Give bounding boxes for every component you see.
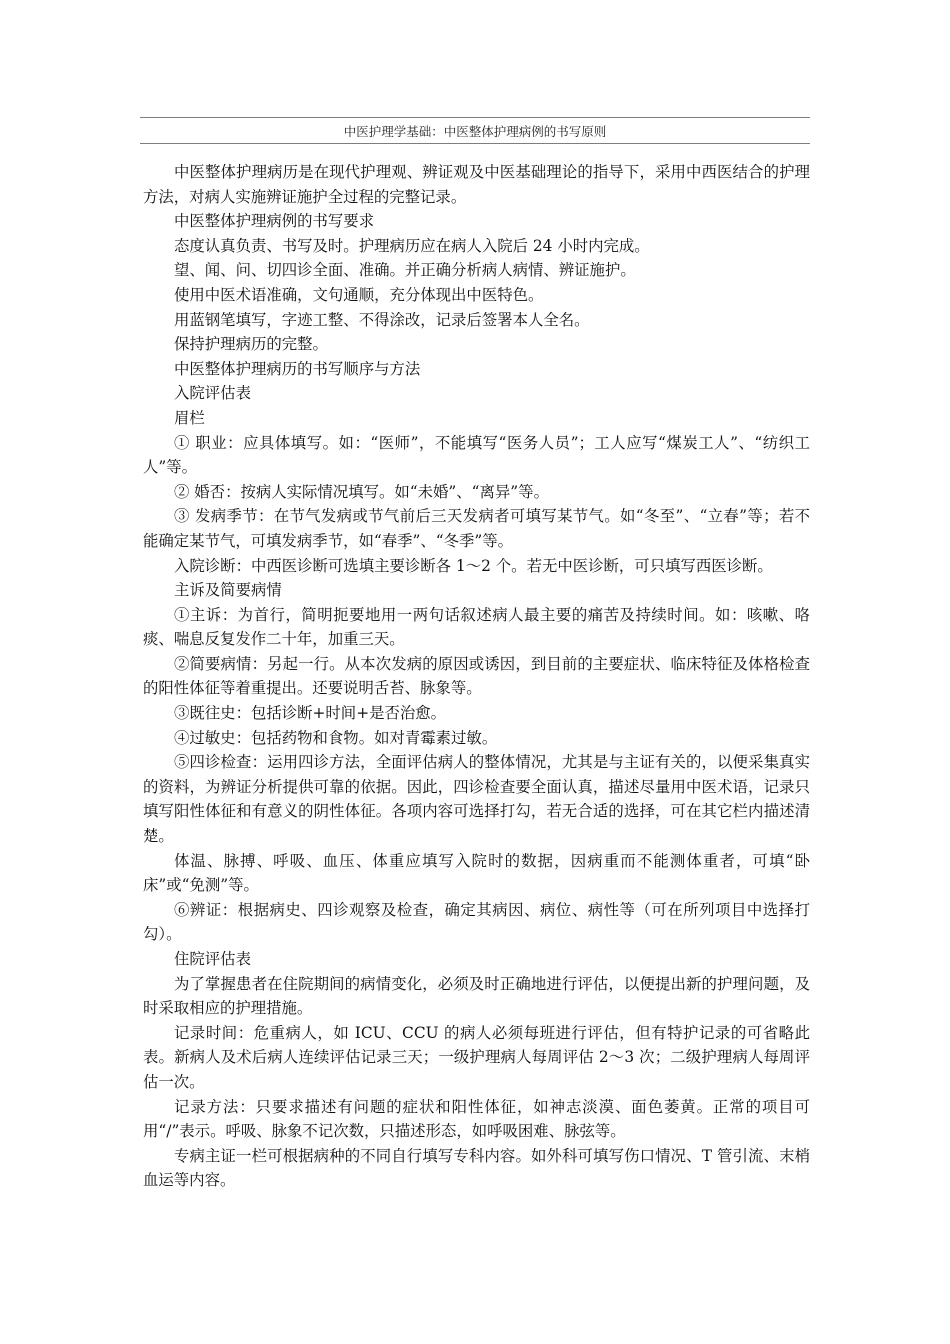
- paragraph: 态度认真负责、书写及时。护理病历应在病人入院后 24 小时内完成。: [174, 236, 650, 255]
- paragraph: ①主诉：为首行，简明扼要地用一两句话叙述病人最主要的痛苦及持续时间。如：咳嗽、咯痰、喘息反复发作二十年，加重三天。: [143, 605, 810, 649]
- paragraph: ④过敏史：包括药物和食物。如对青霉素过敏。: [174, 728, 498, 747]
- paragraph: 中医整体护理病历的书写顺序与方法: [174, 359, 421, 378]
- header-rule-top: [140, 117, 810, 118]
- paragraph: 入院诊断：中西医诊断可选填主要诊断各 1～2 个。若无中医诊断，可只填写西医诊断。: [174, 556, 773, 575]
- paragraph: 住院评估表: [174, 950, 251, 968]
- paragraph: 使用中医术语准确，文句通顺，充分体现出中医特色。: [174, 285, 544, 304]
- paragraph: ② 婚否：按病人实际情况填写。如“未婚”、“离异”等。: [174, 482, 549, 501]
- paragraph: 保持护理病历的完整。: [174, 335, 328, 354]
- paragraph: ⑥辨证：根据病史、四诊观察及检查，确定其病因、病位、病性等（可在所列项目中选择打勾）。: [143, 900, 810, 944]
- paragraph: 中医整体护理病历是在现代护理观、辨证观及中医基础理论的指导下，采用中西医结合的护理方法，对病人实施辨证施护全过程的完整记录。: [143, 163, 810, 206]
- paragraph: 中医整体护理病例的书写要求: [174, 212, 375, 231]
- document-body: [143, 160, 810, 1193]
- page-header: 中医护理学基础：中医整体护理病例的书写原则: [343, 124, 607, 139]
- paragraph: 用蓝钢笔填写，字迹工整、不得涂改，记录后签署本人全名。: [174, 310, 590, 329]
- header-rule-bottom: [140, 143, 810, 144]
- paragraph: 记录时间：危重病人，如 ICU、CCU 的病人必须每班进行评估，但有特护记录的可省略此表。新病人及术后病人连续评估记录三天；一级护理病人每周评估 2～3 次；二级护理病人每周评估一次。: [143, 1023, 810, 1091]
- paragraph: ① 职业：应具体填写。如：“医师”，不能填写“医务人员”；工人应写“煤炭工人”、“纺织工人”等。: [143, 433, 810, 477]
- paragraph: 主诉及简要病情: [174, 581, 282, 600]
- paragraph: 为了掌握患者在住院期间的病情变化，必须及时正确地进行评估，以便提出新的护理问题，及时采取相应的护理措施。: [143, 974, 810, 1018]
- paragraph: 入院评估表: [174, 384, 251, 403]
- paragraph: 记录方法：只要求描述有问题的症状和阳性体征，如神志淡漠、面色萎黄。正常的项目可用“/”表示。呼吸、脉象不记次数，只描述形态，如呼吸困难、脉弦等。: [143, 1097, 810, 1141]
- paragraph: ②简要病情：另起一行。从本次发病的原因或诱因，到目前的主要症状、临床特征及体格检查的阳性体征等着重提出。还要说明舌苔、脉象等。: [143, 654, 810, 698]
- paragraph: 体温、脉搏、呼吸、血压、体重应填写入院时的数据，因病重而不能测体重者，可填“卧床”或“免测”等。: [143, 851, 810, 895]
- paragraph: 专病主证一栏可根据病种的不同自行填写专科内容。如外科可填写伤口情况、T 管引流、末梢血运等内容。: [143, 1146, 810, 1190]
- paragraph: ③ 发病季节：在节气发病或节气前后三天发病者可填写某节气。如“冬至”、“立春”等；若不能确定某节气，可填发病季节，如“春季”、“冬季”等。: [143, 507, 810, 550]
- paragraph: ⑤四诊检查：运用四诊方法，全面评估病人的整体情况，尤其是与主证有关的，以便采集真实的资料，为辨证分析提供可靠的依据。因此，四诊检查要全面认真，描述尽量用中医术语，记录只填写阳性体征和有意义的阴性体征。各项内容可选择打勾，若无合适的选择，可在其它栏内描述清楚。: [143, 753, 810, 846]
- paragraph: 眉栏: [174, 408, 205, 427]
- paragraph: ③既往史：包括诊断+时间+是否治愈。: [174, 704, 447, 723]
- paragraph: 望、闻、问、切四诊全面、准确。并正确分析病人病情、辨证施护。: [174, 261, 636, 280]
